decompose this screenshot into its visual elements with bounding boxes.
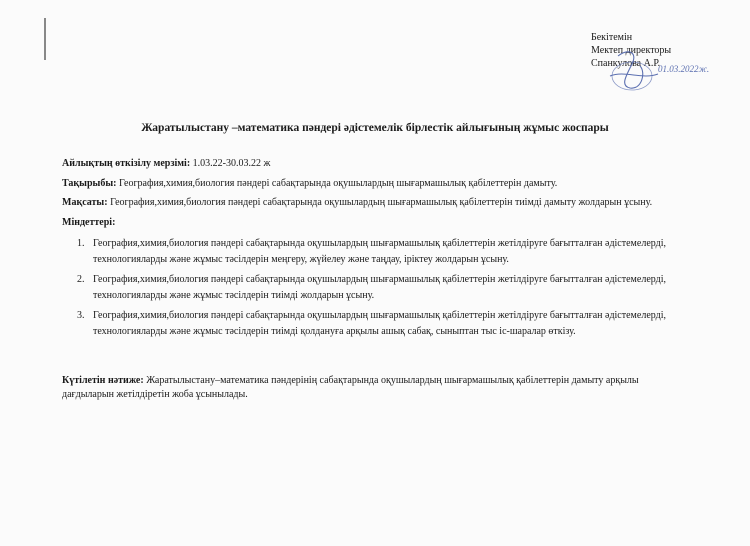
task-line: технологияларды және жұмыс тәсілдерін тиімді қолдануға арқылы ашық сабақ, сыныптан тыс іс-шаралар өткізу. [93, 326, 576, 337]
topic-label: Тақырыбы: [62, 177, 117, 189]
task-line: География,химия,биология пәндері сабақтарында оқушылардың шығармашылық қабілеттерін жетілдіруге бағытталған әдістемелерді, [93, 310, 666, 321]
topic-value: География,химия,биология пәндері сабақтарында оқушылардың шығармашылық қабілеттерін дамыту. [119, 177, 558, 189]
goal-label: Мақсаты: [62, 197, 108, 208]
document-title: Жаратылыстану –математика пәндері әдістемелік бірлестік айлығының жұмыс жоспары [141, 122, 609, 134]
signature-date: 01.03.2022ж. [658, 64, 710, 74]
list-item [77, 236, 727, 268]
tasks-heading-row [62, 213, 722, 233]
scan-mark [44, 18, 46, 60]
list-item [77, 272, 727, 304]
list-item [77, 308, 727, 340]
task-number: 2. [77, 274, 85, 285]
task-number: 1. [77, 238, 85, 249]
topic-row [62, 174, 722, 194]
result-line: дағдыларын жетілдіретін жоба ұсынылады. [62, 389, 248, 400]
goal-row [62, 193, 722, 213]
approval-line-approve: Бекітемін [591, 32, 633, 43]
period-value: 1.03.22-30.03.22 ж [192, 158, 271, 169]
task-line: География,химия,биология пәндері сабақтарында оқушылардың шығармашылық қабілеттерін жетілдіруге бағытталған әдістемелерді, [93, 238, 666, 249]
result-line: Жаратылыстану–математика пәндерінің сабақтарында оқушылардың шығармашылық қабілеттерін дамыту арқылы [146, 375, 639, 386]
task-line: География,химия,биология пәндері сабақтарында оқушылардың шығармашылық қабілеттерін жетілдіруге бағытталған әдістемелерді, [93, 274, 666, 285]
approval-line-position: Мектеп директоры [591, 45, 672, 56]
task-line: технологияларды және жұмыс тәсілдерін тиімді жолдарын ұсыну. [93, 290, 375, 301]
period-row [62, 154, 722, 174]
expected-result [62, 374, 722, 402]
tasks-label: Міндеттері: [62, 216, 116, 228]
plan-meta [62, 154, 722, 232]
tasks-list [77, 236, 727, 344]
task-number: 3. [77, 310, 85, 321]
period-label: Айлықтың өткізілу мерзімі: [62, 158, 191, 169]
goal-value: География,химия,биология пәндері сабақтарында оқушылардың шығармашылық қабілеттерін тиімді дамыту жолдарын ұсыну. [110, 197, 653, 208]
result-label: Күтілетін нәтиже: [62, 375, 144, 386]
task-line: технологияларды және жұмыс тәсілдерін меңгеру, жүйелеу және таңдау, іріктеу жолдарын ұсыну. [93, 254, 509, 265]
signature-icon [580, 46, 750, 96]
approval-line-name: Спанкулова А.Р. [591, 58, 661, 69]
